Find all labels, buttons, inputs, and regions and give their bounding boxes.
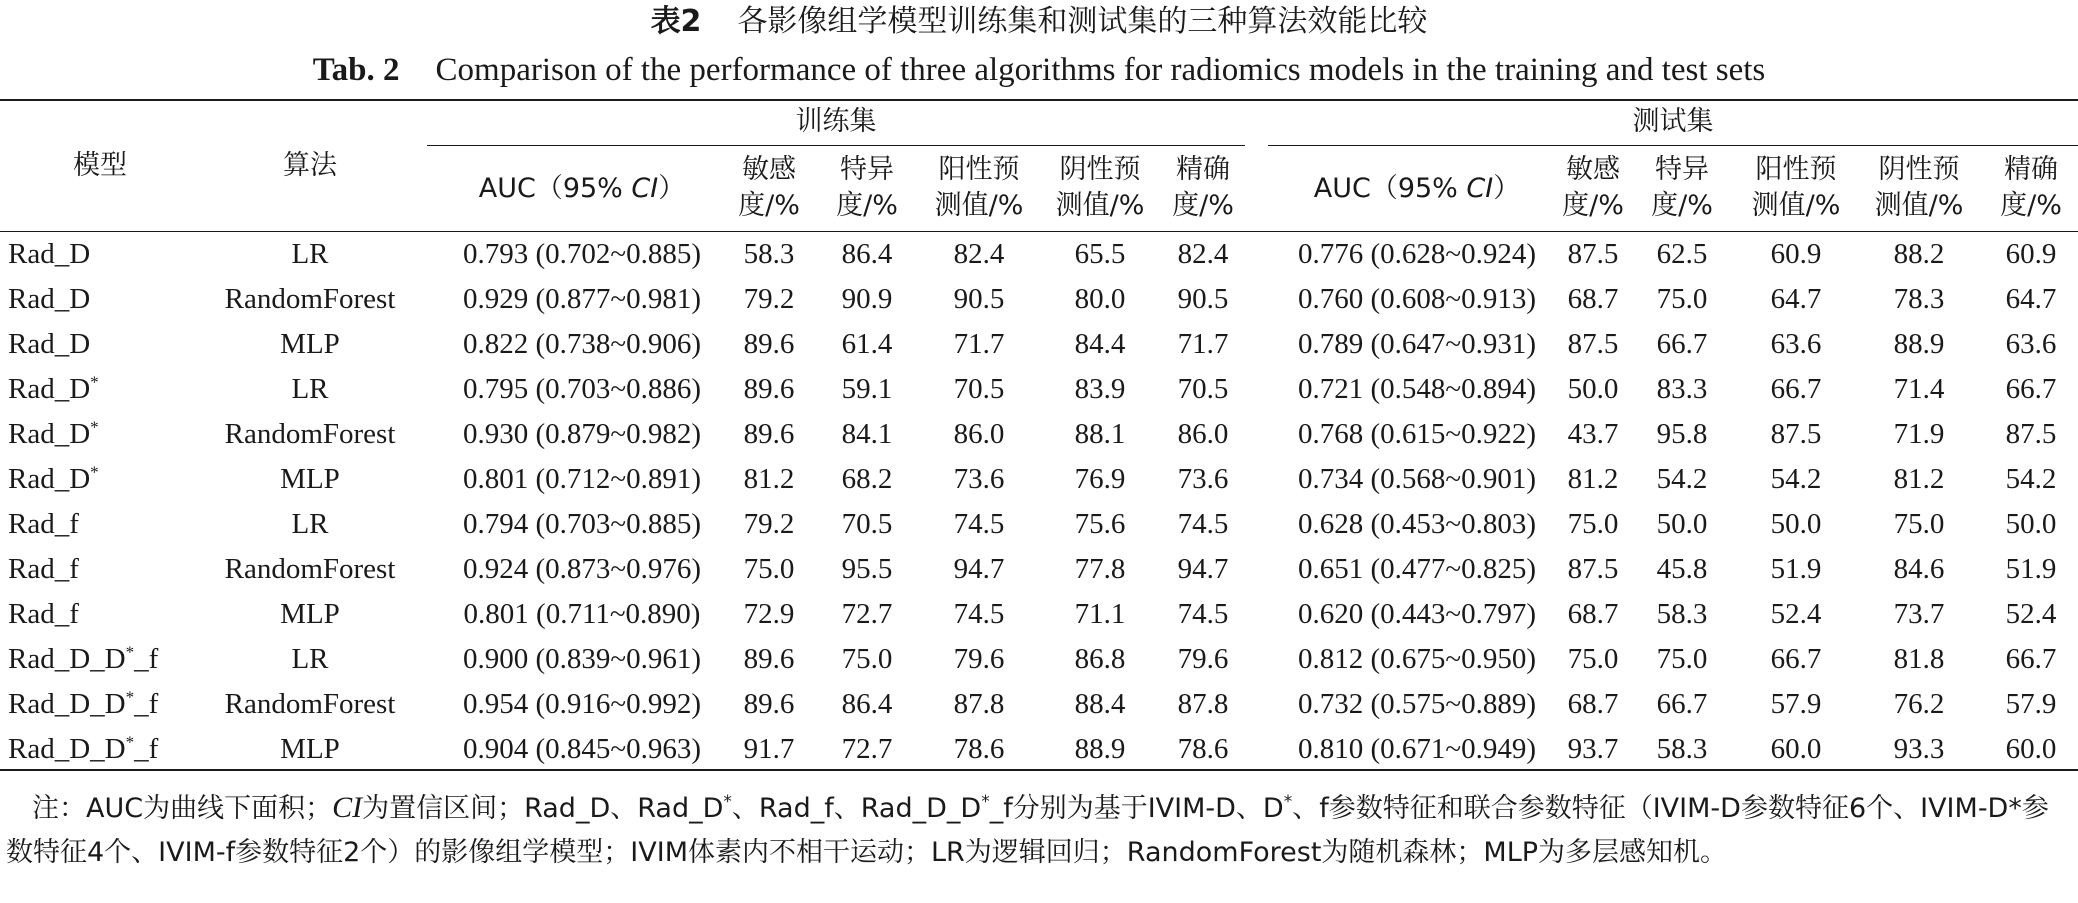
model-cell: Rad_D [8, 328, 91, 360]
test-accuracy-cell: 57.9 [2005, 688, 2057, 720]
test-ppv-cell: 57.9 [1770, 688, 1822, 720]
header-test-accuracy: 精确 度/% [2000, 154, 2062, 221]
train-accuracy-cell: 94.7 [1177, 553, 1229, 585]
train-specificity-cell: 75.0 [841, 643, 893, 675]
test-ppv-cell: 54.2 [1770, 463, 1822, 495]
model-cell: Rad_D_D*_f [8, 687, 159, 720]
test-accuracy-cell: 64.7 [2005, 283, 2057, 315]
train-sensitivity-cell: 79.2 [743, 283, 795, 315]
header-train-specificity: 特异 度/% [836, 154, 898, 221]
train-specificity-cell: 59.1 [841, 373, 893, 405]
test-accuracy-cell: 50.0 [2005, 508, 2057, 540]
algorithm-cell: MLP [280, 328, 340, 360]
train-npv-cell: 84.4 [1074, 328, 1126, 360]
test-ppv-cell: 52.4 [1770, 598, 1822, 630]
table-row [0, 412, 2078, 457]
header-training-set: 训练集 [795, 106, 877, 137]
header-test-ppv: 阳性预 测值/% [1751, 154, 1841, 221]
train-auc-cell: 0.924 (0.873~0.976) [462, 553, 701, 585]
test-auc-cell: 0.812 (0.675~0.950) [1297, 643, 1536, 675]
train-sensitivity-cell: 75.0 [743, 553, 795, 585]
algorithm-cell: LR [291, 508, 329, 540]
test-sensitivity-cell: 50.0 [1567, 373, 1619, 405]
test-specificity-cell: 58.3 [1656, 598, 1708, 630]
test-npv-cell: 73.7 [1893, 598, 1945, 630]
test-specificity-cell: 62.5 [1656, 238, 1708, 270]
test-specificity-cell: 50.0 [1656, 508, 1708, 540]
test-ppv-cell: 51.9 [1770, 553, 1822, 585]
header-train-npv: 阴性预 测值/% [1055, 154, 1145, 221]
train-auc-cell: 0.801 (0.711~0.890) [463, 598, 701, 630]
table-row [0, 232, 2078, 277]
header-test-sensitivity: 敏感 度/% [1562, 154, 1624, 221]
train-sensitivity-cell: 89.6 [743, 373, 795, 405]
test-npv-cell: 88.2 [1893, 238, 1945, 270]
test-sensitivity-cell: 87.5 [1567, 553, 1619, 585]
test-auc-cell: 0.721 (0.548~0.894) [1297, 373, 1536, 405]
test-ppv-cell: 66.7 [1770, 643, 1822, 675]
train-ppv-cell: 82.4 [953, 238, 1005, 270]
training-group-rule [427, 145, 1245, 146]
test-specificity-cell: 75.0 [1656, 643, 1708, 675]
train-accuracy-cell: 74.5 [1177, 508, 1229, 540]
test-sensitivity-cell: 93.7 [1567, 733, 1619, 765]
test-specificity-cell: 75.0 [1656, 283, 1708, 315]
train-ppv-cell: 94.7 [953, 553, 1005, 585]
train-npv-cell: 80.0 [1074, 283, 1126, 315]
table-row [0, 322, 2078, 367]
train-ppv-cell: 70.5 [953, 373, 1005, 405]
train-accuracy-cell: 82.4 [1177, 238, 1229, 270]
train-accuracy-cell: 74.5 [1177, 598, 1229, 630]
table-title-zh: 各影像组学模型训练集和测试集的三种算法效能比较 [737, 4, 1428, 39]
train-accuracy-cell: 79.6 [1177, 643, 1229, 675]
test-accuracy-cell: 66.7 [2005, 643, 2057, 675]
table-row [0, 592, 2078, 637]
test-specificity-cell: 54.2 [1656, 463, 1708, 495]
test-specificity-cell: 83.3 [1656, 373, 1708, 405]
train-specificity-cell: 72.7 [841, 733, 893, 765]
test-npv-cell: 81.8 [1893, 643, 1945, 675]
header-algorithm: 算法 [283, 150, 337, 181]
train-accuracy-cell: 86.0 [1177, 418, 1229, 450]
test-accuracy-cell: 52.4 [2005, 598, 2057, 630]
test-ppv-cell: 64.7 [1770, 283, 1822, 315]
test-npv-cell: 71.4 [1893, 373, 1945, 405]
header-train-auc: AUC（95% CI） [478, 173, 686, 204]
train-specificity-cell: 90.9 [841, 283, 893, 315]
train-ppv-cell: 74.5 [953, 598, 1005, 630]
test-accuracy-cell: 60.0 [2005, 733, 2057, 765]
table-label-en: Tab. 2 [312, 52, 400, 88]
test-accuracy-cell: 66.7 [2005, 373, 2057, 405]
table-row [0, 547, 2078, 592]
train-specificity-cell: 70.5 [841, 508, 893, 540]
train-auc-cell: 0.904 (0.845~0.963) [462, 733, 701, 765]
train-accuracy-cell: 87.8 [1177, 688, 1229, 720]
train-specificity-cell: 95.5 [841, 553, 893, 585]
train-accuracy-cell: 70.5 [1177, 373, 1229, 405]
train-accuracy-cell: 73.6 [1177, 463, 1229, 495]
train-auc-cell: 0.929 (0.877~0.981) [462, 283, 701, 315]
train-auc-cell: 0.795 (0.703~0.886) [462, 373, 701, 405]
test-sensitivity-cell: 75.0 [1567, 508, 1619, 540]
header-train-ppv: 阳性预 测值/% [934, 154, 1024, 221]
train-npv-cell: 88.1 [1074, 418, 1126, 450]
train-sensitivity-cell: 89.6 [743, 643, 795, 675]
table-row [0, 682, 2078, 727]
test-npv-cell: 76.2 [1893, 688, 1945, 720]
test-npv-cell: 93.3 [1893, 733, 1945, 765]
train-npv-cell: 77.8 [1074, 553, 1126, 585]
model-cell: Rad_f [8, 508, 79, 540]
test-sensitivity-cell: 68.7 [1567, 283, 1619, 315]
test-specificity-cell: 45.8 [1656, 553, 1708, 585]
model-cell: Rad_D_D*_f [8, 732, 159, 765]
table-row [0, 502, 2078, 547]
test-ppv-cell: 50.0 [1770, 508, 1822, 540]
train-sensitivity-cell: 89.6 [743, 688, 795, 720]
test-accuracy-cell: 60.9 [2005, 238, 2057, 270]
model-cell: Rad_D* [8, 372, 99, 405]
header-train-accuracy: 精确 度/% [1172, 154, 1234, 221]
train-auc-cell: 0.900 (0.839~0.961) [462, 643, 701, 675]
algorithm-cell: LR [291, 643, 329, 675]
train-sensitivity-cell: 58.3 [743, 238, 795, 270]
header-model: 模型 [73, 150, 127, 181]
test-sensitivity-cell: 87.5 [1567, 328, 1619, 360]
algorithm-cell: RandomForest [224, 283, 396, 315]
test-specificity-cell: 66.7 [1656, 688, 1708, 720]
train-specificity-cell: 86.4 [841, 238, 893, 270]
test-accuracy-cell: 63.6 [2005, 328, 2057, 360]
test-ppv-cell: 60.0 [1770, 733, 1822, 765]
train-ppv-cell: 79.6 [953, 643, 1005, 675]
test-ppv-cell: 60.9 [1770, 238, 1822, 270]
train-sensitivity-cell: 91.7 [743, 733, 795, 765]
test-specificity-cell: 95.8 [1656, 418, 1708, 450]
top-rule [0, 99, 2078, 101]
header-test-set: 测试集 [1632, 106, 1714, 137]
train-auc-cell: 0.954 (0.916~0.992) [462, 688, 701, 720]
table-caption-zh [0, 2, 2078, 42]
train-accuracy-cell: 78.6 [1177, 733, 1229, 765]
train-npv-cell: 86.8 [1074, 643, 1126, 675]
test-sensitivity-cell: 75.0 [1567, 643, 1619, 675]
test-ppv-cell: 66.7 [1770, 373, 1822, 405]
train-npv-cell: 83.9 [1074, 373, 1126, 405]
test-npv-cell: 88.9 [1893, 328, 1945, 360]
header-test-npv: 阴性预 测值/% [1874, 154, 1964, 221]
model-cell: Rad_D [8, 238, 91, 270]
table-row [0, 367, 2078, 412]
table-row [0, 457, 2078, 502]
test-auc-cell: 0.789 (0.647~0.931) [1297, 328, 1536, 360]
test-npv-cell: 81.2 [1893, 463, 1945, 495]
algorithm-cell: RandomForest [224, 553, 396, 585]
table-label-zh: 表2 [650, 4, 702, 39]
model-cell: Rad_f [8, 598, 79, 630]
test-sensitivity-cell: 87.5 [1567, 238, 1619, 270]
header-test-specificity: 特异 度/% [1651, 154, 1713, 221]
algorithm-cell: MLP [280, 598, 340, 630]
test-group-rule [1268, 145, 2078, 146]
table-title-en: Comparison of the performance of three algorithms for radiomics models in the training and test sets [435, 52, 1766, 88]
train-sensitivity-cell: 89.6 [743, 418, 795, 450]
test-ppv-cell: 63.6 [1770, 328, 1822, 360]
test-specificity-cell: 66.7 [1656, 328, 1708, 360]
algorithm-cell: MLP [280, 463, 340, 495]
train-npv-cell: 75.6 [1074, 508, 1126, 540]
model-cell: Rad_D_D*_f [8, 642, 159, 675]
test-sensitivity-cell: 43.7 [1567, 418, 1619, 450]
train-auc-cell: 0.793 (0.702~0.885) [462, 238, 701, 270]
algorithm-cell: LR [291, 238, 329, 270]
train-ppv-cell: 87.8 [953, 688, 1005, 720]
train-accuracy-cell: 71.7 [1177, 328, 1229, 360]
train-auc-cell: 0.822 (0.738~0.906) [462, 328, 701, 360]
train-specificity-cell: 68.2 [841, 463, 893, 495]
test-npv-cell: 75.0 [1893, 508, 1945, 540]
test-sensitivity-cell: 68.7 [1567, 598, 1619, 630]
train-sensitivity-cell: 79.2 [743, 508, 795, 540]
train-auc-cell: 0.801 (0.712~0.891) [462, 463, 701, 495]
header-train-sensitivity: 敏感 度/% [738, 154, 800, 221]
table-caption-en [0, 50, 2078, 90]
train-npv-cell: 88.4 [1074, 688, 1126, 720]
test-npv-cell: 71.9 [1893, 418, 1945, 450]
table-footnote: 注：AUC为曲线下面积；CI为置信区间；Rad_D、Rad_D*、Rad_f、Rad_D_D*_f分别为基于IVIM-D、D*、f参数特征和联合参数特征（IVIM-D参数特征6个、IVIM-D*参数特征4个、IVIM-f参数特征2个）的影像组学模型；IVIM体素内不相干运动；LR为逻辑回归；RandomForest为随机森林；MLP为多层感知机。 [6, 791, 2049, 868]
test-npv-cell: 84.6 [1893, 553, 1945, 585]
train-specificity-cell: 61.4 [841, 328, 893, 360]
algorithm-cell: RandomForest [224, 688, 396, 720]
test-auc-cell: 0.651 (0.477~0.825) [1297, 553, 1536, 585]
train-npv-cell: 76.9 [1074, 463, 1126, 495]
train-npv-cell: 71.1 [1074, 598, 1126, 630]
train-sensitivity-cell: 81.2 [743, 463, 795, 495]
train-specificity-cell: 84.1 [841, 418, 893, 450]
test-ppv-cell: 87.5 [1770, 418, 1822, 450]
train-ppv-cell: 73.6 [953, 463, 1005, 495]
model-cell: Rad_f [8, 553, 79, 585]
train-ppv-cell: 86.0 [953, 418, 1005, 450]
train-npv-cell: 88.9 [1074, 733, 1126, 765]
test-accuracy-cell: 87.5 [2005, 418, 2057, 450]
test-specificity-cell: 58.3 [1656, 733, 1708, 765]
table-row [0, 727, 2078, 772]
train-npv-cell: 65.5 [1074, 238, 1126, 270]
test-auc-cell: 0.760 (0.608~0.913) [1297, 283, 1536, 315]
train-ppv-cell: 78.6 [953, 733, 1005, 765]
header-test-auc: AUC（95% CI） [1313, 173, 1521, 204]
model-cell: Rad_D* [8, 417, 99, 450]
train-specificity-cell: 86.4 [841, 688, 893, 720]
test-auc-cell: 0.734 (0.568~0.901) [1297, 463, 1536, 495]
algorithm-cell: MLP [280, 733, 340, 765]
model-cell: Rad_D [8, 283, 91, 315]
train-specificity-cell: 72.7 [841, 598, 893, 630]
train-auc-cell: 0.794 (0.703~0.885) [462, 508, 701, 540]
test-auc-cell: 0.732 (0.575~0.889) [1297, 688, 1536, 720]
test-auc-cell: 0.776 (0.628~0.924) [1297, 238, 1536, 270]
test-npv-cell: 78.3 [1893, 283, 1945, 315]
train-accuracy-cell: 90.5 [1177, 283, 1229, 315]
model-cell: Rad_D* [8, 462, 99, 495]
test-auc-cell: 0.768 (0.615~0.922) [1297, 418, 1536, 450]
train-auc-cell: 0.930 (0.879~0.982) [462, 418, 701, 450]
train-ppv-cell: 90.5 [953, 283, 1005, 315]
train-ppv-cell: 71.7 [953, 328, 1005, 360]
test-auc-cell: 0.810 (0.671~0.949) [1297, 733, 1536, 765]
train-ppv-cell: 74.5 [953, 508, 1005, 540]
table-row [0, 637, 2078, 682]
test-sensitivity-cell: 68.7 [1567, 688, 1619, 720]
train-sensitivity-cell: 72.9 [743, 598, 795, 630]
test-auc-cell: 0.628 (0.453~0.803) [1297, 508, 1536, 540]
algorithm-cell: LR [291, 373, 329, 405]
table-row [0, 277, 2078, 322]
test-accuracy-cell: 51.9 [2005, 553, 2057, 585]
test-auc-cell: 0.620 (0.443~0.797) [1297, 598, 1536, 630]
train-sensitivity-cell: 89.6 [743, 328, 795, 360]
test-sensitivity-cell: 81.2 [1567, 463, 1619, 495]
test-accuracy-cell: 54.2 [2005, 463, 2057, 495]
algorithm-cell: RandomForest [224, 418, 396, 450]
